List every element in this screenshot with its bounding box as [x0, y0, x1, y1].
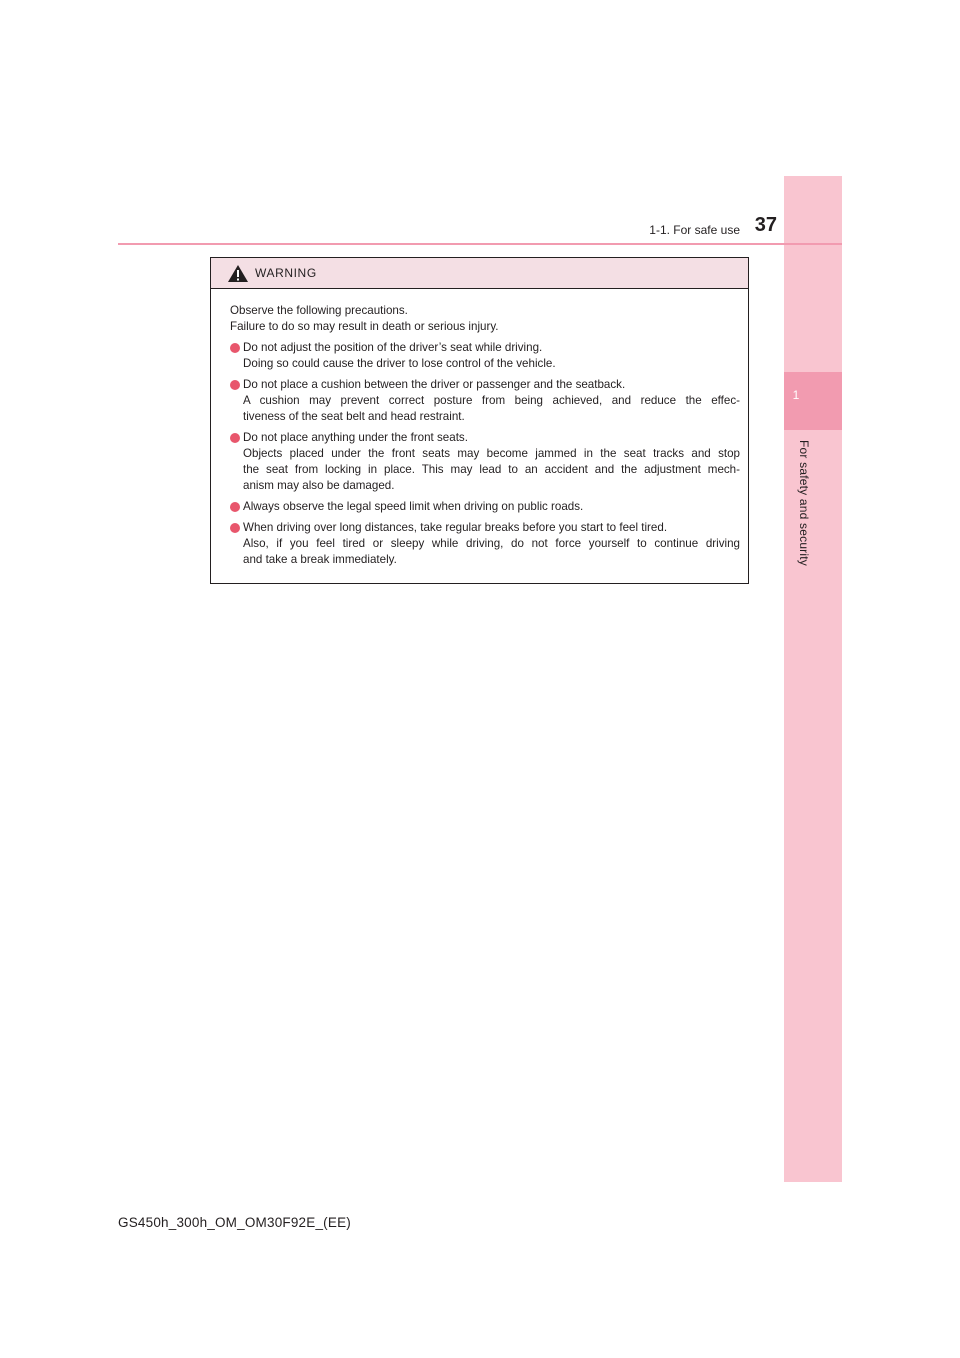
bullet-dot-icon	[230, 433, 240, 443]
header-rule	[118, 243, 842, 245]
precaution-line: Always observe the legal speed limit when driving on public roads.	[243, 500, 584, 513]
precaution-line: tiveness of the seat belt and head restraint.	[243, 410, 465, 423]
precaution-item	[230, 340, 740, 372]
precaution-item	[230, 377, 740, 425]
bullet-dot-icon	[230, 502, 240, 512]
bullet-dot-icon	[230, 523, 240, 533]
precaution-line: Doing so could cause the driver to lose control of the vehicle.	[243, 357, 556, 370]
warning-triangle-icon	[227, 264, 249, 283]
precaution-line: Do not place anything under the front seats.	[243, 431, 468, 444]
bullet-dot-icon	[230, 380, 240, 390]
chapter-title: For safety and security	[797, 440, 811, 566]
intro-line: Failure to do so may result in death or serious injury.	[230, 320, 499, 333]
precaution-line: Do not place a cushion between the driver or passenger and the seatback.	[243, 378, 626, 391]
precaution-item	[230, 520, 740, 568]
precaution-line: A cushion may prevent correct posture from being achieved, and reduce the effec-	[243, 394, 740, 407]
warning-label: WARNING	[255, 266, 317, 280]
precaution-line: Do not adjust the position of the driver’s seat while driving.	[243, 341, 543, 354]
precaution-line: Also, if you feel tired or sleepy while driving, do not force yourself to continue driving	[243, 537, 740, 550]
precaution-line: Objects placed under the front seats may become jammed in the seat tracks and stop	[243, 447, 740, 460]
precaution-line: and take a break immediately.	[243, 553, 397, 566]
bullet-dot-icon	[230, 343, 240, 353]
precaution-item	[230, 499, 740, 515]
section-title: 1-1. For safe use	[649, 223, 740, 237]
warning-body	[211, 289, 748, 568]
warning-box	[210, 257, 749, 584]
page-number: 37	[754, 214, 777, 236]
precaution-line: anism may also be damaged.	[243, 479, 395, 492]
chapter-number: 1	[792, 388, 800, 402]
warning-header	[211, 258, 748, 289]
precaution-line: When driving over long distances, take regular breaks before you start to feel tired.	[243, 521, 668, 534]
side-tab	[784, 176, 842, 1182]
precaution-line: the seat from locking in place. This may lead to an accident and the adjustment mech-	[243, 463, 740, 476]
intro-line: Observe the following precautions.	[230, 304, 408, 317]
precaution-item	[230, 430, 740, 494]
document-code: GS450h_300h_OM_OM30F92E_(EE)	[118, 1215, 351, 1230]
